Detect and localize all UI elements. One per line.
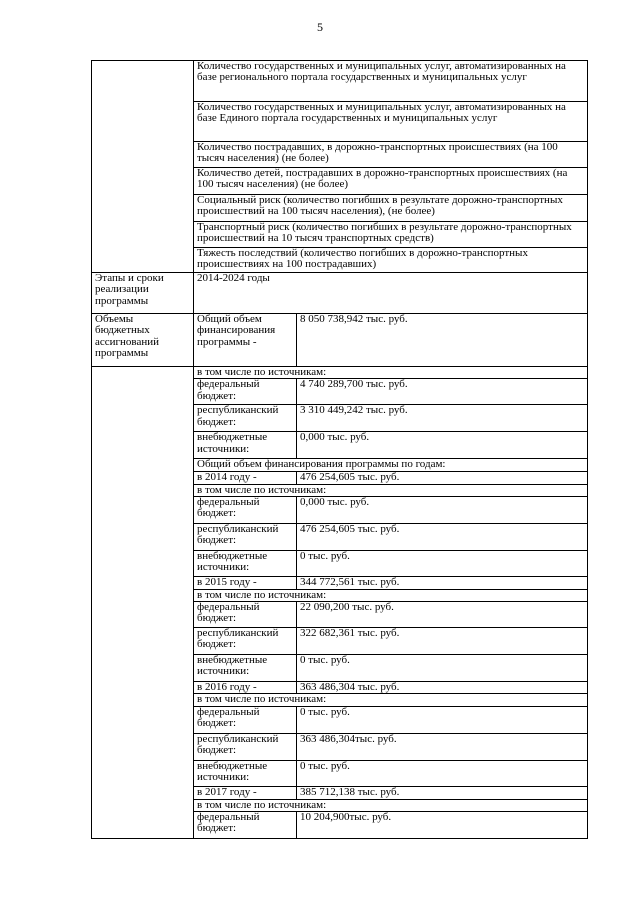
indicator-item: Количество пострадавших, в дорожно-транспортных происшествиях (на 100 тысяч населения) (не более) bbox=[194, 142, 588, 168]
stages-value: 2014-2024 годы bbox=[194, 273, 588, 314]
source-value: 4 740 289,700 тыс. руб. bbox=[297, 379, 588, 405]
source-value: 363 486,304тыс. руб. bbox=[297, 733, 588, 760]
program-passport-table bbox=[91, 60, 588, 839]
total-funding-value: 8 050 738,942 тыс. руб. bbox=[297, 314, 588, 367]
source-value: 22 090,200 тыс. руб. bbox=[297, 602, 588, 628]
source-value: 0,000 тыс. руб. bbox=[297, 432, 588, 459]
page-number: 5 bbox=[317, 20, 323, 34]
source-value: 3 310 449,242 тыс. руб. bbox=[297, 405, 588, 432]
source-value: 0,000 тыс. руб. bbox=[297, 496, 588, 523]
year-label: в 2016 году - bbox=[194, 682, 297, 694]
sources-header: в том числе по источникам: bbox=[194, 694, 588, 706]
sources-header: в том числе по источникам: bbox=[194, 367, 588, 379]
source-value: 0 тыс. руб. bbox=[297, 655, 588, 682]
source-value: 476 254,605 тыс. руб. bbox=[297, 523, 588, 550]
source-value: 0 тыс. руб. bbox=[297, 706, 588, 733]
indicator-item: Количество детей, пострадавших в дорожно-транспортных происшествиях (на 100 тысяч населения) (не более) bbox=[194, 168, 588, 195]
year-label: в 2014 году - bbox=[194, 471, 297, 484]
indicator-item: Количество государственных и муниципальных услуг, автоматизированных на базе Единого портала государственных и муниципальных услуг bbox=[194, 102, 588, 142]
source-label: федеральный бюджет: bbox=[194, 602, 297, 628]
source-label: федеральный бюджет: bbox=[194, 379, 297, 405]
sources-header: в том числе по источникам: bbox=[194, 589, 588, 601]
source-label: республиканский бюджет: bbox=[194, 523, 297, 550]
source-label: внебюджетные источники: bbox=[194, 550, 297, 576]
source-value: 0 тыс. руб. bbox=[297, 760, 588, 786]
source-label: внебюджетные источники: bbox=[194, 760, 297, 786]
indicator-item: Тяжесть последствий (количество погибших в дорожно-транспортных происшествиях на 100 пострадавших) bbox=[194, 248, 588, 273]
source-label: федеральный бюджет: bbox=[194, 496, 297, 523]
indicator-item: Социальный риск (количество погибших в результате дорожно-транспортных происшествий на 100 тысяч населения), (не более) bbox=[194, 195, 588, 222]
year-value: 476 254,605 тыс. руб. bbox=[297, 471, 588, 484]
by-years-header: Общий объем финансирования программы по годам: bbox=[194, 459, 588, 471]
year-label: в 2017 году - bbox=[194, 786, 297, 799]
empty-label-cell bbox=[92, 367, 194, 839]
stages-label: Этапы и сроки реализации программы bbox=[92, 273, 194, 314]
source-label: республиканский бюджет: bbox=[194, 405, 297, 432]
year-value: 385 712,138 тыс. руб. bbox=[297, 786, 588, 799]
table-row bbox=[92, 314, 588, 367]
sources-header: в том числе по источникам: bbox=[194, 799, 588, 811]
indicator-item: Транспортный риск (количество погибших в результате дорожно-транспортных происшествий на 10 тысяч транспортных средств) bbox=[194, 222, 588, 248]
source-label: федеральный бюджет: bbox=[194, 706, 297, 733]
source-label: внебюджетные источники: bbox=[194, 655, 297, 682]
indicator-item: Количество государственных и муниципальных услуг, автоматизированных на базе регионального портала государственных и муниципальных услуг bbox=[194, 61, 588, 102]
source-value: 322 682,361 тыс. руб. bbox=[297, 628, 588, 655]
source-label: республиканский бюджет: bbox=[194, 733, 297, 760]
funding-label: Объемы бюджетных ассигнований программы bbox=[92, 314, 194, 367]
source-value: 10 204,900тыс. руб. bbox=[297, 812, 588, 839]
year-label: в 2015 году - bbox=[194, 576, 297, 589]
table-row bbox=[92, 367, 588, 379]
source-value: 0 тыс. руб. bbox=[297, 550, 588, 576]
table-row bbox=[92, 61, 588, 102]
source-label: федеральный бюджет: bbox=[194, 812, 297, 839]
year-value: 363 486,304 тыс. руб. bbox=[297, 682, 588, 694]
empty-label-cell bbox=[92, 61, 194, 273]
total-funding-label: Общий объем финансирования программы - bbox=[194, 314, 297, 367]
year-value: 344 772,561 тыс. руб. bbox=[297, 576, 588, 589]
source-label: республиканский бюджет: bbox=[194, 628, 297, 655]
sources-header: в том числе по источникам: bbox=[194, 484, 588, 496]
table-row bbox=[92, 273, 588, 314]
source-label: внебюджетные источники: bbox=[194, 432, 297, 459]
